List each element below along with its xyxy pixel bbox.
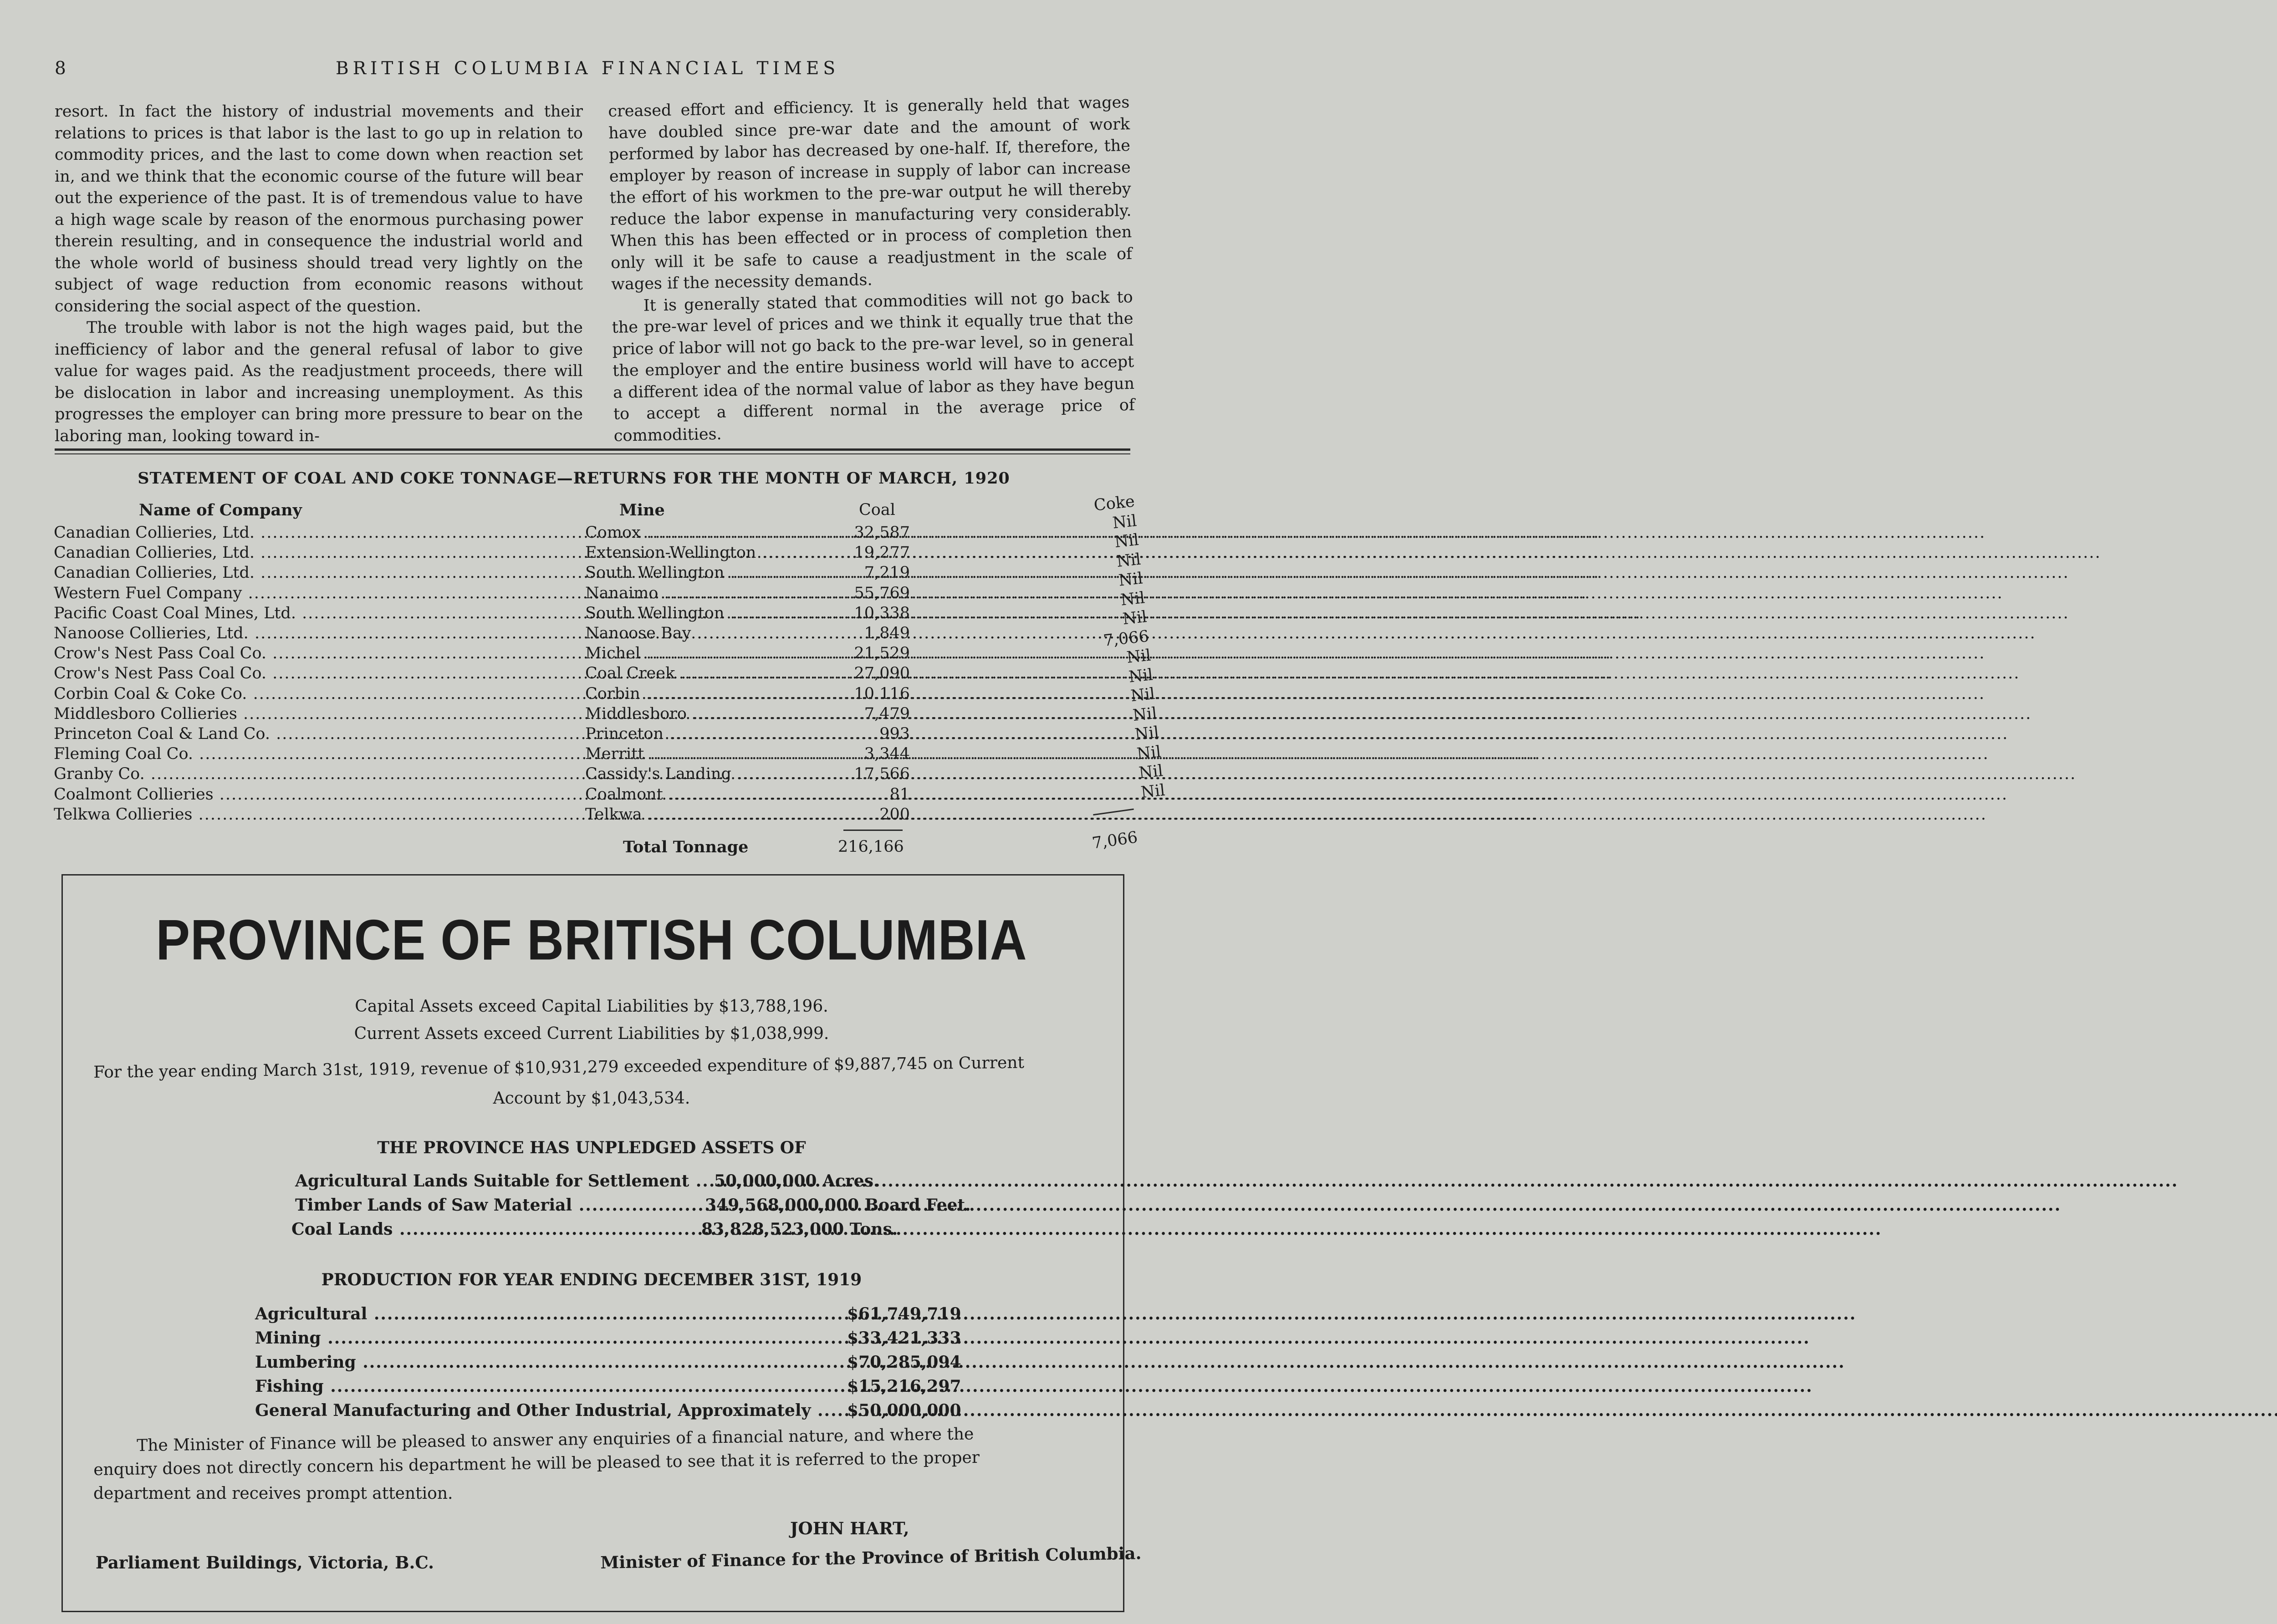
column-header-coal: Coal xyxy=(859,501,895,519)
capital-assets-line: Capital Assets exceed Capital Liabilities by $13,788,196. xyxy=(355,997,828,1016)
section-divider xyxy=(55,448,1130,451)
mine-name: Michel ..... xyxy=(585,643,865,663)
production-row xyxy=(255,1350,975,1374)
company-name: Pacific Coast Coal Mines, Ltd. ..... xyxy=(54,603,582,623)
statement-row xyxy=(54,523,910,543)
statement-row xyxy=(54,704,910,724)
coke-value: Nil xyxy=(1130,685,1156,706)
company-name: Nanoose Collieries, Ltd. ..... xyxy=(54,623,582,643)
coke-value: Nil xyxy=(1132,704,1158,725)
company-name: Crow's Nest Pass Coal Co. ..... xyxy=(54,643,582,663)
statement-row xyxy=(54,543,910,563)
minister-note-line: department and receives prompt attention. xyxy=(93,1484,453,1503)
mine-name: Princeton ..... xyxy=(585,724,865,744)
article-paragraph: resort. In fact the history of industrial movements and their relations to prices is that labor is the last to go up in relation to commodity prices, and the last to come down when reaction set in, and we think that the economic course of the future will bear out the experience of the past. It is of tremendous value to have a high wage scale by reason of the enormous purchasing power therein resulting, and in consequence the industrial world and the whole world of business should tread very lightly on the subject of wage reduction from economic reasons without considering the social aspect of the question. xyxy=(55,102,583,316)
company-name: Western Fuel Company ..... xyxy=(54,583,582,603)
asset-label: Coal Lands ..... xyxy=(291,1217,701,1241)
mine-name: Coal Creek ..... xyxy=(585,663,865,683)
coke-value: Nil xyxy=(1128,665,1154,687)
statement-title: STATEMENT OF COAL AND COKE TONNAGE—RETURNS FOR THE MONTH OF MARCH, 1920 xyxy=(138,469,1010,488)
production-value: $50,000,000 xyxy=(847,1401,961,1420)
production-row xyxy=(255,1326,975,1350)
coke-value: Nil xyxy=(1138,762,1164,783)
coke-value: Nil xyxy=(1140,781,1166,802)
statement-row xyxy=(54,744,910,764)
mine-name: Coalmont ..... xyxy=(585,784,865,804)
statement-row xyxy=(54,623,910,643)
coke-value: Nil xyxy=(1118,569,1144,590)
coke-value: Nil xyxy=(1136,742,1162,764)
statement-row xyxy=(54,724,910,744)
revenue-line: Account by $1,043,534. xyxy=(493,1089,690,1108)
column-header-coke: Coke xyxy=(1093,492,1136,515)
asset-row xyxy=(295,1169,901,1193)
mine-name: Nanoose Bay ..... xyxy=(585,623,865,643)
production-label: Mining ..... xyxy=(255,1326,847,1350)
company-name: Coalmont Collieries ..... xyxy=(54,784,582,804)
coal-value: 3,344 xyxy=(864,745,910,764)
revenue-line: For the year ending March 31st, 1919, revenue of $10,931,279 exceeded expenditure of $9,887,745 on Current xyxy=(93,1053,1025,1082)
article-paragraph: creased effort and efficiency. It is generally held that wages have doubled since pre-war date and the amount of work performed by labor has decreased by one-half. If, therefore, the employer by reason of increase in supply of labor can increase the effort of his workmen to the pre-war output he will thereby reduce the labor expense in manufacturing very considerably. When this has been effected or in process of completion then only will it be safe to cause a readjustment in the scale of wages if the necessity demands. xyxy=(608,93,1133,294)
production-row xyxy=(255,1302,975,1326)
company-name: Fleming Coal Co. ..... xyxy=(54,744,582,764)
production-row xyxy=(255,1399,975,1422)
ad-address: Parliament Buildings, Victoria, B.C. xyxy=(96,1553,434,1573)
asset-value: 349,568,000,000 Board Feet. xyxy=(705,1196,971,1215)
statement-row xyxy=(54,643,910,663)
mine-name: Extension-Wellington ..... xyxy=(585,543,865,563)
asset-label: Agricultural Lands Suitable for Settlement ..... xyxy=(295,1169,714,1193)
total-coal: 216,166 xyxy=(838,838,904,856)
coke-value: 7,066 xyxy=(1102,627,1150,650)
production-value: $70,285,094 xyxy=(847,1353,961,1372)
statement-row xyxy=(54,663,910,683)
company-name: Crow's Nest Pass Coal Co. ..... xyxy=(54,663,582,683)
coal-value: 21,529 xyxy=(854,644,910,663)
statement-row xyxy=(54,684,910,704)
coal-value: 27,090 xyxy=(854,664,910,683)
minister-note-line: The Minister of Finance will be pleased to answer any enquiries of a financial nature, and where the xyxy=(137,1425,974,1455)
publication-title: BRITISH COLUMBIA FINANCIAL TIMES xyxy=(335,58,840,79)
article-paragraph: The trouble with labor is not the high wages paid, but the inefficiency of labor and the general refusal of labor to give value for wages paid. As the readjustment proceeds, there will be dislocation in labor and increasing unemployment. As this progresses the employer can bring more pressure to bear on the laboring man, looking toward in- xyxy=(55,319,583,445)
coal-value: 7,219 xyxy=(864,564,910,582)
coke-value: Nil xyxy=(1115,550,1142,571)
coal-value: 19,277 xyxy=(854,544,910,562)
company-name: Canadian Collieries, Ltd. ..... xyxy=(54,563,582,583)
coal-value: 200 xyxy=(879,805,910,824)
coke-value: Nil xyxy=(1112,511,1138,532)
company-name: Canadian Collieries, Ltd. ..... xyxy=(54,543,582,563)
current-assets-line: Current Assets exceed Current Liabilities by $1,038,999. xyxy=(354,1024,829,1043)
coal-value: 1,849 xyxy=(864,624,910,642)
coal-value: 993 xyxy=(879,725,910,743)
asset-value: 83,828,523,000 Tons. xyxy=(701,1220,898,1239)
coal-value: 7,479 xyxy=(864,704,910,723)
column-header-mine: Mine xyxy=(619,501,665,519)
coal-value: 32,587 xyxy=(854,524,910,542)
signatory-title: Minister of Finance for the Province of British Columbia. xyxy=(600,1543,1142,1573)
company-name: Telkwa Collieries ..... xyxy=(54,804,582,825)
mine-name: Cassidy's Landing ..... xyxy=(585,764,865,784)
asset-value: 50,000,000 Acres. xyxy=(714,1171,879,1191)
production-label: Lumbering ..... xyxy=(255,1350,847,1374)
coke-value: Nil xyxy=(1122,607,1148,629)
production-value: $61,749,719 xyxy=(847,1304,961,1324)
company-name: Canadian Collieries, Ltd. ..... xyxy=(54,523,582,543)
company-name: Middlesboro Collieries ..... xyxy=(54,704,582,724)
production-label: Agricultural ..... xyxy=(255,1302,847,1326)
statement-row xyxy=(54,784,910,804)
production-value: $33,421,333 xyxy=(847,1329,961,1348)
company-name: Princeton Coal & Land Co. ..... xyxy=(54,724,582,744)
article-left-column xyxy=(55,101,583,447)
total-rule xyxy=(843,830,903,831)
mine-name: Merritt ..... xyxy=(585,744,865,764)
minister-note-line: enquiry does not directly concern his department he will be pleased to see that it is referred to the proper xyxy=(93,1448,980,1479)
production-heading: PRODUCTION FOR YEAR ENDING DECEMBER 31ST, 1919 xyxy=(321,1270,862,1289)
statement-row xyxy=(54,804,910,825)
statement-row xyxy=(54,603,910,623)
production-row xyxy=(255,1375,975,1398)
coal-value: 55,769 xyxy=(854,584,910,602)
mine-name: Telkwa ..... xyxy=(585,804,865,825)
signatory-name: JOHN HART, xyxy=(790,1518,909,1538)
company-name: Granby Co. ..... xyxy=(54,764,582,784)
assets-heading: THE PROVINCE HAS UNPLEDGED ASSETS OF xyxy=(377,1138,806,1157)
coke-value: Nil xyxy=(1113,530,1140,552)
production-label: General Manufacturing and Other Industrial, Approximately ..... xyxy=(255,1399,847,1422)
production-value: $15,216,297 xyxy=(847,1377,961,1396)
article-paragraph: It is generally stated that commodities will not go back to the pre-war level of prices and we think it equally true that the price of labor will not go back to the pre-war level, so in general the employer and the entire business world will have to accept a different idea of the normal value of labor as they have begun to accept a different normal in the average price of commodities. xyxy=(612,288,1135,445)
article-right-column xyxy=(608,92,1135,447)
mine-name: Middlesboro ..... xyxy=(585,704,865,724)
asset-row xyxy=(291,1217,897,1241)
mine-name: South Wellington ..... xyxy=(585,603,865,623)
asset-label: Timber Lands of Saw Material ..... xyxy=(295,1193,705,1217)
statement-row xyxy=(54,583,910,603)
production-label: Fishing ..... xyxy=(255,1375,847,1398)
page-number: 8 xyxy=(55,58,66,79)
coke-value: Nil xyxy=(1133,723,1160,744)
total-label: Total Tonnage xyxy=(623,838,749,856)
mine-name: South Wellington ..... xyxy=(585,563,865,583)
coal-value: 10.116 xyxy=(854,684,910,703)
mine-name: Comox ..... xyxy=(585,523,865,543)
coal-value: 81 xyxy=(889,785,910,804)
coke-column xyxy=(1070,492,1166,802)
ad-heading: PROVINCE OF BRITISH COLUMBIA xyxy=(156,908,1027,972)
coke-value: Nil xyxy=(1126,646,1152,667)
coal-value: 10,338 xyxy=(854,604,910,622)
statement-row xyxy=(54,764,910,784)
coal-value: 17,566 xyxy=(854,765,910,784)
asset-row xyxy=(295,1193,971,1217)
company-name: Corbin Coal & Coke Co. ..... xyxy=(54,684,582,704)
coke-value: Nil xyxy=(1119,588,1146,610)
mine-name: Corbin ..... xyxy=(585,684,865,704)
total-coke: 7,066 xyxy=(1091,828,1139,853)
statement-row xyxy=(54,563,910,583)
mine-name: Nanaimo ..... xyxy=(585,583,865,603)
section-divider xyxy=(55,453,1130,454)
column-header-company: Name of Company xyxy=(139,501,302,519)
